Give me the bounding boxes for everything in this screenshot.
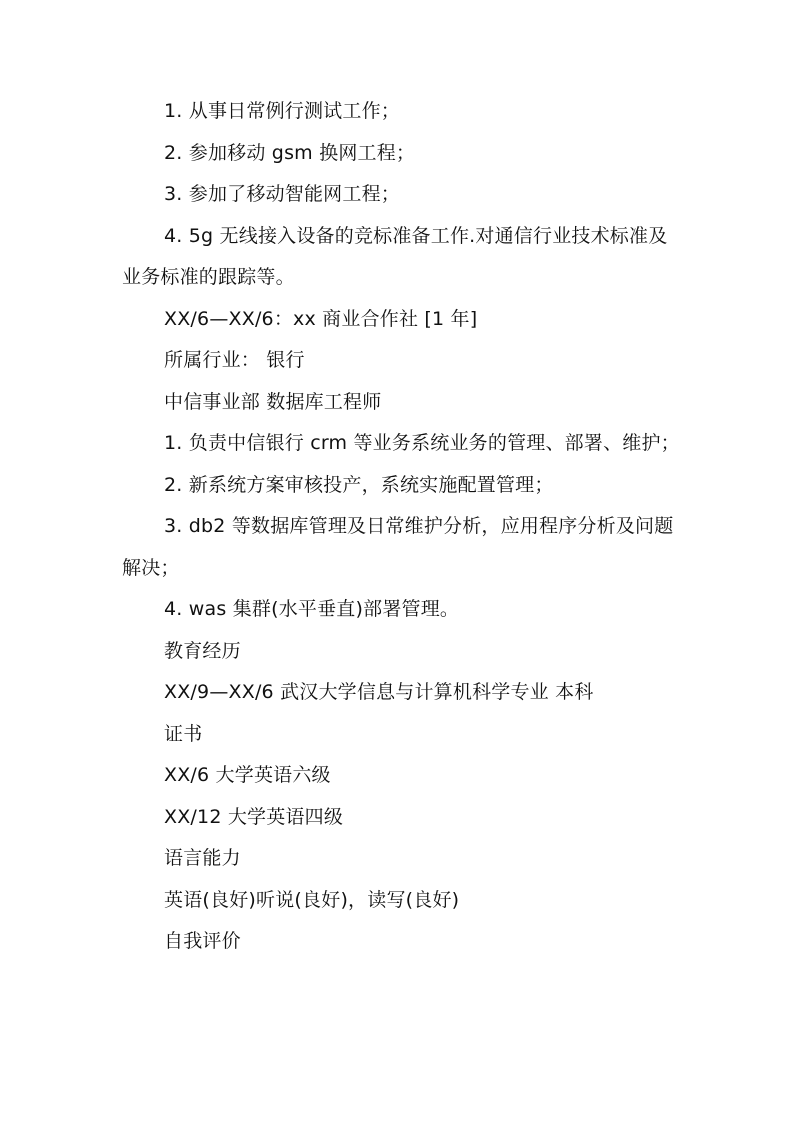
paragraph-task-4: 4. 5g 无线接入设备的竞标准备工作.对通信行业技术标准及业务标准的跟踪等。	[122, 224, 668, 288]
section-heading-education: 教育经历	[164, 639, 241, 662]
paragraph-industry: 所属行业： 银行	[164, 349, 305, 371]
paragraph-duty-2: 2. 新系统方案审核投产，系统实施配置管理；	[164, 473, 554, 496]
paragraph-task-3: 3. 参加了移动智能网工程；	[164, 183, 400, 205]
paragraph-language-detail: 英语(良好)听说(良好)，读写(良好)	[164, 888, 460, 911]
paragraph-duty-4: 4. was 集群(水平垂直)部署管理。	[164, 598, 460, 620]
paragraph-education-entry: XX/9—XX/6 武汉大学信息与计算机科学专业 本科	[164, 681, 594, 703]
paragraph-task-1: 1. 从事日常例行测试工作；	[164, 100, 400, 122]
paragraph-certificate-2: XX/12 大学英语四级	[164, 805, 344, 828]
section-heading-self-evaluation: 自我评价	[164, 930, 241, 952]
paragraph-job-period: XX/6—XX/6：xx 商业合作社 [1 年]	[164, 307, 478, 330]
paragraph-duty-3: 3. db2 等数据库管理及日常维护分析，应用程序分析及问题解决；	[122, 515, 674, 579]
document-body	[122, 91, 682, 963]
paragraph-certificate-1: XX/6 大学英语六级	[164, 764, 331, 786]
paragraph-department-role: 中信事业部 数据库工程师	[164, 390, 382, 413]
paragraph-duty-1: 1. 负责中信银行 crm 等业务系统业务的管理、部署、维护；	[164, 432, 680, 454]
section-heading-certificates: 证书	[164, 722, 203, 745]
section-heading-language: 语言能力	[164, 847, 241, 869]
paragraph-task-2: 2. 参加移动 gsm 换网工程；	[164, 141, 416, 164]
